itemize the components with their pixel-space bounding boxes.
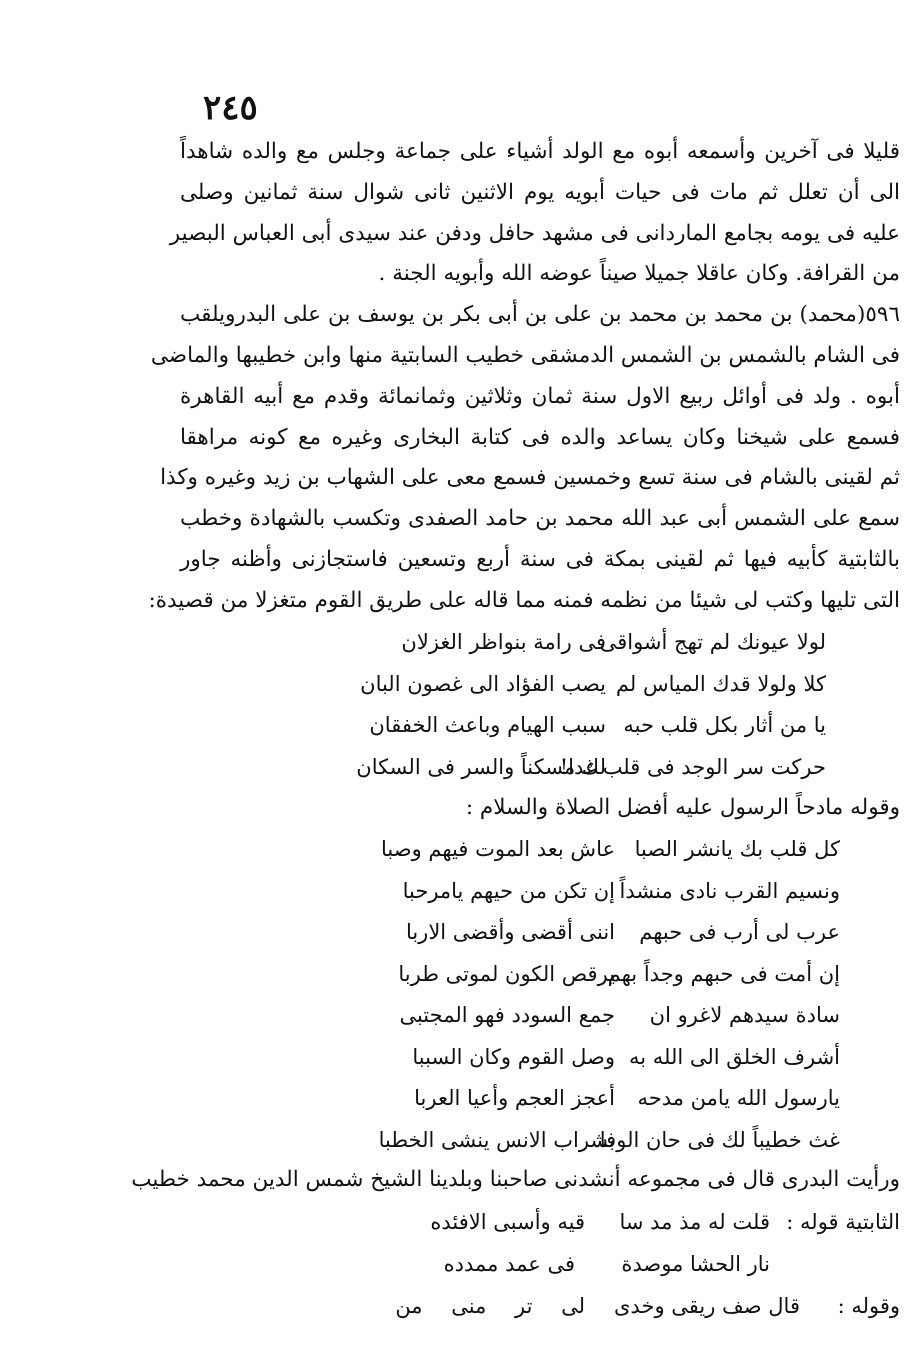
verse-second-hemistich: جمع السودد فهو المجتبى <box>399 1003 615 1028</box>
verse-second-hemistich: لك مسكناً والسر فى السكان <box>356 754 606 779</box>
verse-line <box>180 663 900 705</box>
verse-line <box>180 994 900 1036</box>
verse-first-hemistich: كلا ولولا قدك المياس لم <box>615 671 826 696</box>
verse-line <box>180 953 900 995</box>
paragraph-badri <box>131 1160 900 1201</box>
verse-first-hemistich: لولا عيونك لم تهج أشواقى <box>599 630 826 655</box>
verse-line <box>180 1077 900 1119</box>
verse-second-hemistich: لى تر منى من <box>395 1294 585 1319</box>
paragraph-biography-end <box>169 132 900 295</box>
text-line: سمع على الشمس أبى عبد الله محمد بن حامد الصفدى وتكسب بالشهادة وخطب <box>180 506 900 532</box>
verse-first-hemistich: يارسول الله يامن مدحه <box>637 1086 840 1111</box>
verse-second-hemistich: يصب الفؤاد الى غصون البان <box>360 671 606 696</box>
verse-line <box>180 705 900 747</box>
verse-line <box>180 911 900 953</box>
paragraph-poem-intro <box>180 788 900 829</box>
verse-second-hemistich: قيه وأسبى الافئده <box>430 1210 585 1235</box>
text-line: وقوله مادحاً الرسول عليه أفضل الصلاة والسلام : <box>465 794 900 820</box>
text-line: من القرافة. وكان عاقلا جميلا صيناً عوضه الله وأبويه الجنة . <box>378 261 900 287</box>
verse-second-hemistich: فى عمد ممدده <box>443 1252 575 1277</box>
text-line: الى أن تعلل ثم مات فى حيات أبويه يوم الاثنين ثانى شوال سنة ثمانين وصلى <box>180 179 900 205</box>
verse-second-hemistich: إن تكن من حيهم يامرحبا <box>402 878 615 903</box>
poem-ghazal <box>180 622 900 788</box>
verse-first-hemistich: كل قلب بك يانشر الصبا <box>634 837 840 862</box>
verse-first-hemistich: أشرف الخلق الى الله به <box>628 1044 840 1069</box>
verse-lead: الثابتية قوله : <box>786 1210 900 1235</box>
verse-line <box>180 1036 900 1078</box>
verse-first-hemistich: نار الحشا موصدة <box>621 1252 770 1277</box>
verse-second-hemistich: فى رامة بنواظر الغزلان <box>401 630 606 655</box>
verse-first-hemistich: عرب لى أرب فى حبهم <box>639 920 840 945</box>
verse-second-hemistich: أعجز العجم وأعيا العربا <box>414 1086 615 1111</box>
text-line: عليه فى يومه بجامع الماردانى فى مشهد حافل ودفن عند سيدى أبى العباس البصير <box>169 220 900 246</box>
verse-second-hemistich: اننى أقضى وأقضى الاربا <box>405 920 615 945</box>
verse-first-hemistich: غث خطيباً لك فى حان الوفا <box>599 1127 840 1152</box>
verse-second-hemistich: بشراب الانس ينشى الخطبا <box>378 1127 615 1152</box>
verse-line <box>180 828 900 870</box>
verse-line <box>180 746 900 788</box>
verse-lead: وقوله : <box>837 1294 900 1319</box>
verse-line <box>180 622 900 664</box>
verse-second-hemistich: وصل القوم وكان السببا <box>412 1044 615 1069</box>
verse-first-hemistich: حركت سر الوجد فى قلب غدا! <box>559 754 826 779</box>
verse-first-hemistich: ونسيم القرب نادى منشداً <box>619 878 840 903</box>
text-line: ٥٩٦(محمد) بن محمد بن محمد بن على بن أبى بكر بن يوسف بن على البدرويلقب <box>180 302 900 328</box>
verse-first-hemistich: قال صف ريقى وخدى <box>614 1294 800 1319</box>
page-body <box>131 132 900 1327</box>
text-line: بالثابتية كأبيه فيها ثم لقينى بمكة فى سنة أربع وتسعين فاستجازنى وأظنه جاور <box>180 546 900 572</box>
verse-line <box>180 870 900 912</box>
verse-line <box>180 1119 900 1161</box>
text-line: قليلا فى آخرين وأسمعه أبوه مع الولد أشياء على جماعة وجلس مع والده شاهداً <box>180 139 900 164</box>
verse-line-with-lead <box>180 1285 900 1327</box>
paragraph-entry-596 <box>148 295 900 621</box>
page-number: ٢٤٥ <box>203 88 258 128</box>
verse-second-hemistich: يرقص الكون لموتى طربا <box>398 961 615 986</box>
verse-second-hemistich: سبب الهيام وباعث الخفقان <box>369 713 606 738</box>
text-line: فسمع على شيخنا وكان يساعد والده فى كتابة البخارى وغيره مع كونه مراهقا <box>180 424 900 450</box>
text-line: ثم لقينى بالشام فى سنة تسع وخمسين فسمع معى على الشهاب بن زيد وغيره وكذا <box>160 465 900 491</box>
text-line: ورأيت البدرى قال فى مجموعه أنشدنى صاحبنا وبلدينا الشيخ شمس الدين محمد خطيب <box>131 1167 900 1193</box>
verse-first-hemistich: يا من أثار بكل قلب حبه <box>623 713 826 738</box>
verse-second-hemistich: عاش بعد الموت فيهم وصبا <box>381 837 615 862</box>
poem-madih <box>180 828 900 1160</box>
text-line: أبوه . ولد فى أوائل ربيع الاول سنة ثمان وثلاثين وثمانمائة وقدم مع أبيه القاهرة <box>180 383 900 409</box>
verse-line-with-lead <box>180 1201 900 1243</box>
verse-first-hemistich: قلت له مذ مد سا <box>619 1210 770 1235</box>
text-line: التى تليها وكتب لى شيئا من نظمه فمنه مما قاله على طريق القوم متغزلا من قصيدة: <box>148 587 900 613</box>
text-line: فى الشام بالشمس بن الشمس الدمشقى خطيب السابتية منها وابن خطيبها والماضى <box>150 342 900 368</box>
verse-first-hemistich: إن أمت فى حبهم وجداً بهم <box>607 961 840 986</box>
verse-line <box>180 1243 900 1285</box>
verse-first-hemistich: سادة سيدهم لاغرو ان <box>649 1003 840 1028</box>
